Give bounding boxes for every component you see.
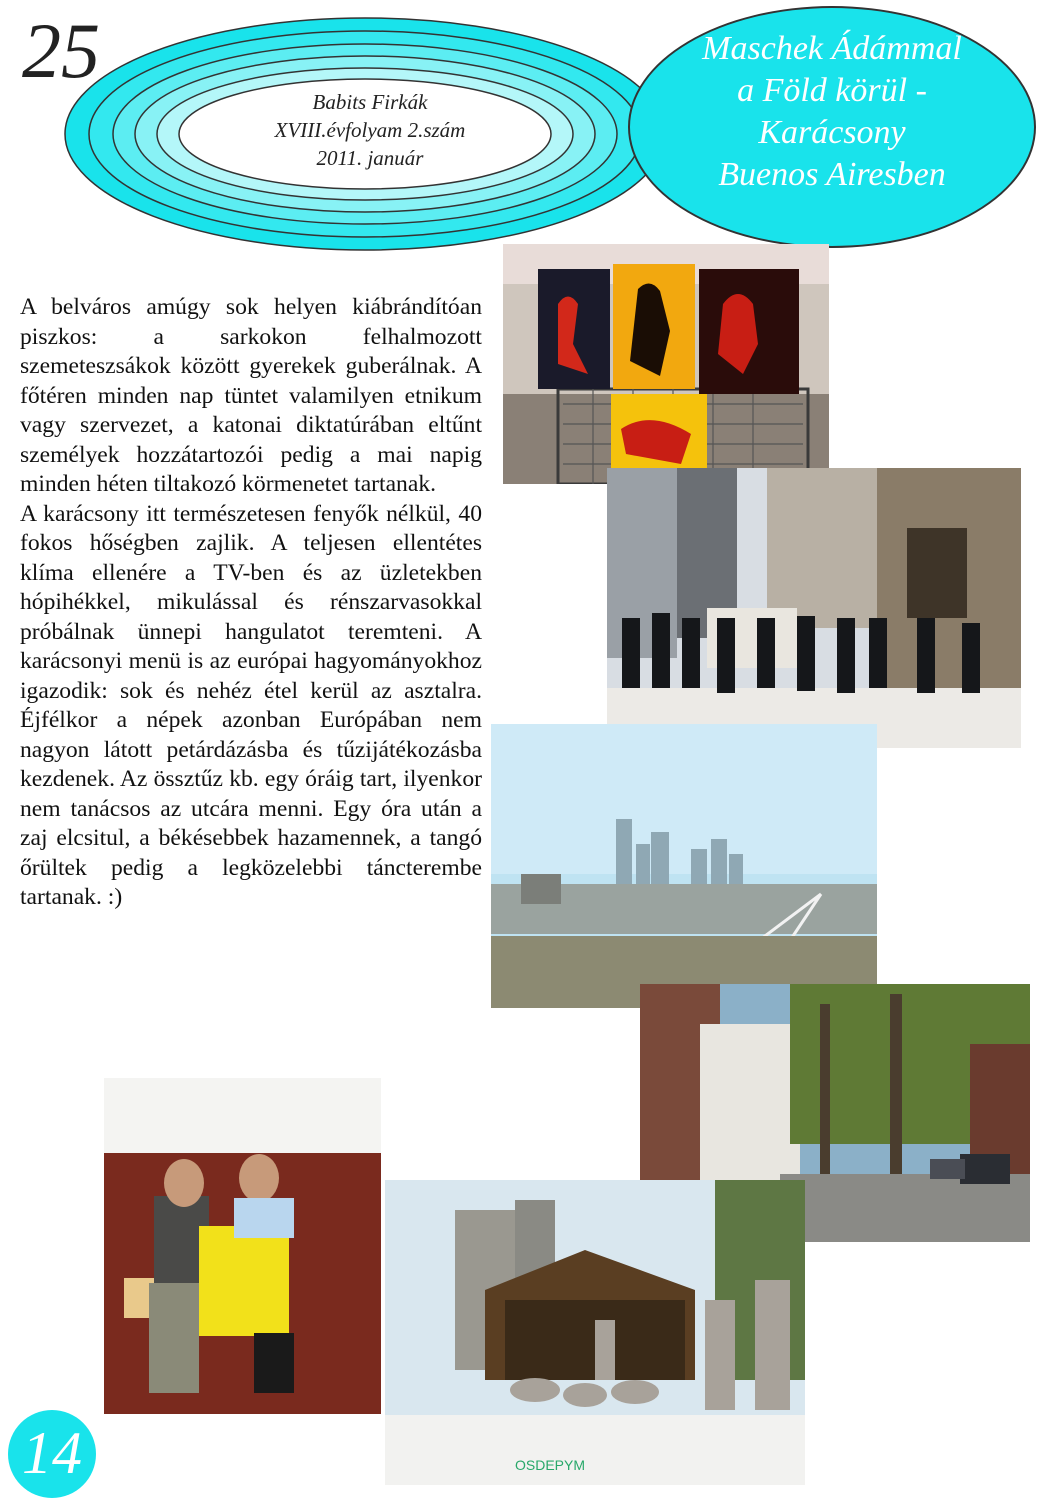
title-line-3: Karácsony bbox=[758, 114, 906, 151]
masthead bbox=[190, 88, 550, 172]
photo-tango-paintings bbox=[503, 244, 829, 484]
masthead-date: 2011. január bbox=[316, 146, 424, 170]
article-paragraph-1: A belváros amúgy sok helyen kiábrándítóan piszkos: a sarkokon felhalmozott szemeteszsákok között gyerekek guberálnak. A főtéren minden nap tüntet valamilyen etnikum vagy szervezet, a katonai diktatúrában eltűnt személyek hozzátartozói pedig a mai napig minden héten tiltakozó körmenetet tartanak. bbox=[20, 294, 482, 497]
title-line-2: a Föld körül - bbox=[737, 72, 927, 109]
nativity-banner-text: OSDEPYM bbox=[515, 1457, 586, 1473]
article-title bbox=[640, 28, 1024, 196]
masthead-publication: Babits Firkák bbox=[312, 90, 428, 114]
article-paragraph-2: A karácsony itt természetesen fenyők nélkül, 40 fokos hőségben zajlik. A teljesen ellentétes klíma ellenére a TV-ben és az üzletekben hópihékkel, mikulással és rénszarvasokkal próbálnak ünnepi hangulatot teremteni. A karácsonyi menü is az európai hagyományokhoz igazodik: sok és nehéz étel kerül az asztalra. Éjfélkor a népek azonban Európában nem nagyon látott petárdázásba és tűzijátékozásba kezdenek. Az össztűz kb. egy óráig tart, ilyenkor nem tanácsos az utcára menni. Egy óra után a zaj elcsitul, a békésebbek hazamennek, a tangó őrültek pedig a legközelebbi táncterembe tartanak. :) bbox=[20, 500, 482, 910]
page-number-bottom: 14 bbox=[8, 1410, 96, 1498]
photo-nativity-scene bbox=[385, 1180, 805, 1485]
article-body bbox=[20, 293, 482, 913]
photo-police-street bbox=[607, 468, 1021, 748]
page-number-top: 25 bbox=[22, 7, 100, 94]
title-line-4: Buenos Airesben bbox=[718, 156, 946, 193]
photo-puerto-madero-skyline bbox=[491, 724, 877, 1008]
masthead-volume: XVIII.évfolyam 2.szám bbox=[274, 118, 466, 142]
title-line-1: Maschek Ádámmal bbox=[702, 30, 962, 67]
photo-friends-with-shirt bbox=[104, 1078, 381, 1414]
